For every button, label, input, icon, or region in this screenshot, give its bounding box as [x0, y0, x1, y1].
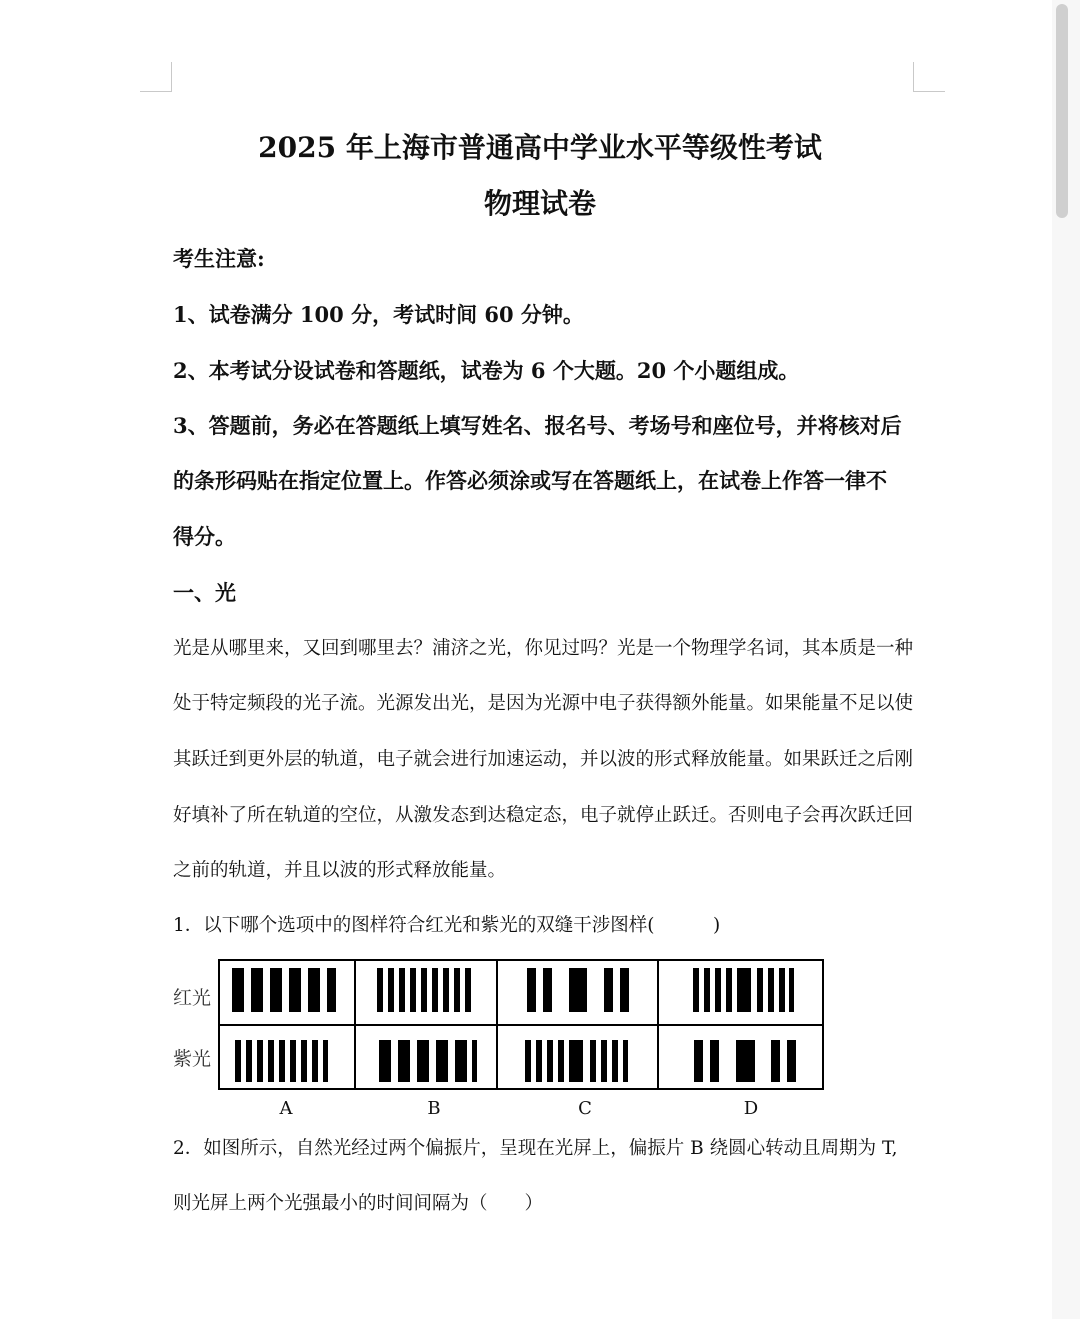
pattern-a-red [232, 968, 336, 1012]
notice-heading: 考生注意: [173, 246, 265, 271]
paragraph-line: 其跃迁到更外层的轨道，电子就会进行加速运动，并以波的形式释放能量。如果跃迁之后刚 [173, 749, 914, 770]
notice-item: 2、本考试分设试卷和答题纸，试卷为 6 个大题。20 个小题组成。 [173, 358, 800, 383]
pattern-c-red [527, 968, 629, 1012]
section-heading: 一、光 [173, 580, 236, 605]
option-label-d: D [743, 1098, 759, 1119]
option-label-b: B [427, 1098, 441, 1119]
pattern-b-red [377, 968, 471, 1012]
pattern-d-red [693, 968, 794, 1012]
notice-item: 得分。 [173, 524, 236, 549]
question-1-text: 1．以下哪个选项中的图样符合红光和紫光的双缝干涉图样( [173, 915, 655, 936]
option-label-a: A [279, 1098, 293, 1119]
paragraph-line: 光是从哪里来，又回到哪里去？浦济之光，你见过吗？光是一个物理学名词，其本质是一种 [173, 638, 914, 659]
question-2-line: 则光屏上两个光强最小的时间间隔为（ ） [173, 1193, 544, 1214]
paragraph-line: 之前的轨道，并且以波的形式释放能量。 [173, 860, 507, 881]
pattern-c-violet [525, 1040, 628, 1082]
notice-item: 1、试卷满分 100 分，考试时间 60 分钟。 [173, 302, 584, 327]
notice-item: 3、答题前，务必在答题纸上填写姓名、报名号、考场号和座位号，并将核对后 [173, 413, 902, 438]
question-1-paren: ) [713, 915, 721, 936]
exam-title: 2025 年上海市普通高中学业水平等级性考试 [258, 131, 822, 164]
pattern-a-violet [235, 1040, 328, 1082]
paragraph-line: 好填补了所在轨道的空位，从激发态到达稳定态，电子就停止跃迁。否则电子会再次跃迁回 [173, 805, 914, 826]
exam-subtitle: 物理试卷 [483, 187, 596, 220]
question-2-line: 2．如图所示，自然光经过两个偏振片，呈现在光屏上，偏振片 B 绕圆心转动且周期为 T, [173, 1138, 898, 1159]
pattern-d-violet [694, 1040, 796, 1082]
pattern-b-violet [379, 1040, 477, 1082]
paragraph-line: 处于特定频段的光子流。光源发出光，是因为光源中电子获得额外能量。如果能量不足以使 [173, 693, 914, 714]
notice-item: 的条形码贴在指定位置上。作答必须涂或写在答题纸上，在试卷上作答一律不 [173, 468, 887, 493]
row-label-red: 红光 [173, 987, 212, 1009]
row-label-violet: 紫光 [173, 1048, 212, 1070]
option-label-c: C [578, 1098, 592, 1119]
